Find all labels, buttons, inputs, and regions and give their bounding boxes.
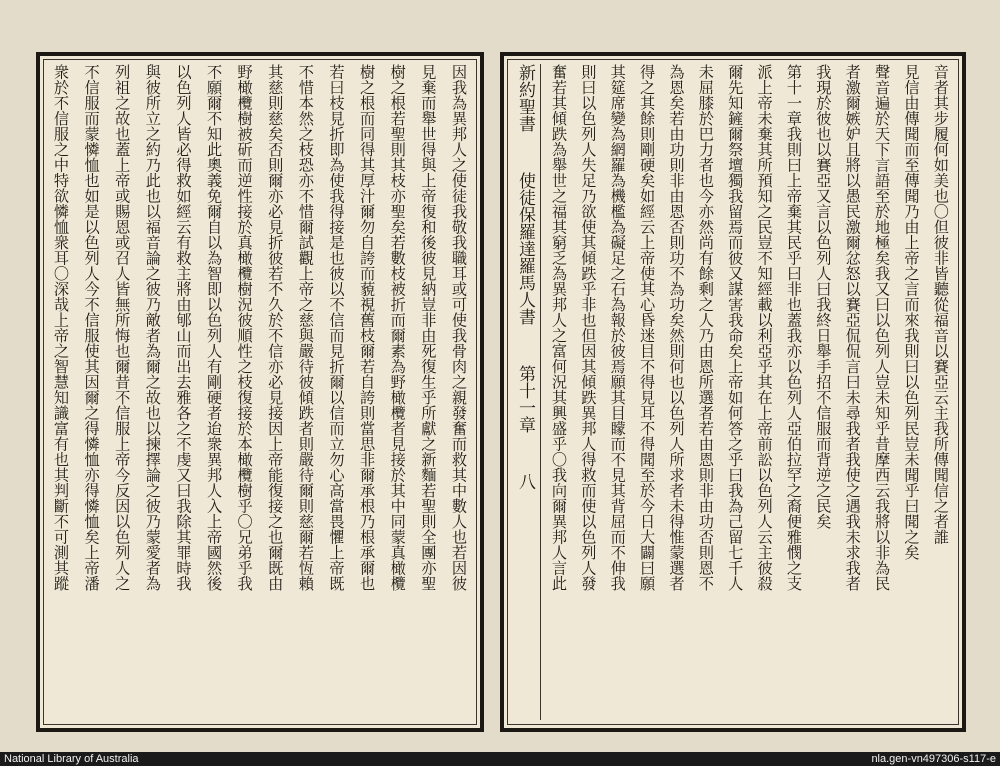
- text-column: 見信由傳聞而至傳聞乃由上帝之言而來我則曰以色列民豈未聞乎曰聞之矣: [902, 64, 921, 560]
- library-footer: [0, 752, 1000, 766]
- text-column: 派上帝未棄其所預知之民豈不知經載以利亞乎其在上帝前訟以色列人云主彼殺: [755, 64, 774, 591]
- running-header: [510, 64, 541, 720]
- text-column: 列祖之故也蓋上帝或賜恩或召人皆無所悔也爾昔不信服上帝今反因以色列人之: [113, 64, 132, 591]
- text-column: 得之其餘則剛硬矣如經云上帝使其心昏迷目不得見耳不得聞至於今日大闢曰願: [638, 64, 657, 591]
- text-column: 其筵席變為網羅為機檻為礙足之石為報於彼焉願其目矇而不見其背屈而不伸我: [608, 64, 627, 591]
- text-column: 我現於彼也以賽亞又言以色列人曰我終日舉手招不信服而背逆之民矣: [814, 64, 833, 529]
- text-column: 樹之根而同得其厚汁爾勿自誇而藐視舊枝爾若自誇則當思非爾承根乃根承爾也: [358, 64, 377, 591]
- page-number: 八: [515, 473, 535, 490]
- footer-source: National Library of Australia: [4, 753, 139, 765]
- text-column: 聲音遍於天下言語至於地極矣我又曰以色列人豈未知乎昔摩西云我將以非為民: [873, 64, 892, 591]
- text-column: 野橄欖樹被斫而逆性接於真橄欖樹況彼順性之枝復接於本橄欖樹乎〇兄弟乎我: [235, 64, 254, 591]
- text-column: 因我為異邦人之使徒我敬我職耳或可使我骨肉之親發奮而救其中數人也若因彼: [449, 64, 468, 591]
- text-column: 其慈則慈矣否則爾亦必見折彼若不久於不信亦必見接因上帝能復接之也爾既由: [266, 64, 285, 591]
- text-column: 不願爾不知此奧義免爾自以為智即以色列人有剛硬者迨衆異邦人入上帝國然後: [205, 64, 224, 591]
- text-column: 第十一章我則曰上帝棄其民乎曰非也蓋我亦以色列人亞伯拉罕之裔便雅憫之支: [785, 64, 803, 591]
- left-page-text: [50, 64, 470, 720]
- text-column: 則曰以色列人失足乃欲使其傾跌乎非也但因其傾跌異邦人得救而使以色列人發: [579, 64, 598, 591]
- text-column: 見棄而舉世得與上帝復和後彼見納豈非由死復生乎所獻之新麵若聖則全團亦聖: [419, 64, 438, 591]
- right-page: [500, 52, 966, 732]
- book-title: 新約聖書: [515, 64, 535, 132]
- footer-identifier: nla.gen-vn497306-s117-e: [871, 753, 996, 765]
- right-page-text: [548, 64, 952, 720]
- text-column: 以色列人皆必得救如經云有救主將由郇山而出去雅各之不虔又曰我除其罪時我: [174, 64, 193, 591]
- left-page: [36, 52, 484, 732]
- text-column: 未屈膝於巴力者也今亦然尚有餘剩之人乃由恩所選者若由恩則非由功否則恩不: [696, 64, 715, 591]
- text-column: 衆於不信服之中特欲憐恤衆耳〇深哉上帝之智慧知識富有也其判斷不可測其蹤: [52, 64, 70, 591]
- text-column: 不惜本然之枝恐亦不惜爾試觀上帝之慈與嚴待彼傾跌者則嚴待爾則慈爾若恆賴: [296, 64, 315, 591]
- section-title: 使徒保羅達羅馬人書: [515, 172, 535, 325]
- text-column: 奮若其傾跌為舉世之福其窮乏為異邦人之富何況其興盛乎〇我向爾異邦人言此: [550, 64, 568, 591]
- text-column: 為恩矣若由功則非由恩否則功不為功矣然則何也以色列人所求者未得惟蒙選者: [667, 64, 686, 591]
- text-column: 爾先知鏟爾祭壇獨我留焉而彼又謀害我命矣上帝如何答之乎曰我為己留七千人: [726, 64, 745, 591]
- text-column: 與彼所立之約乃此也以福音論之彼乃敵者為爾之故也以揀擇論之彼乃蒙愛者為: [143, 64, 162, 591]
- text-column: 若曰枝見折即為使我得接是也彼以不信而見折爾以信而立勿心高當畏懼上帝既: [327, 64, 346, 591]
- chapter-label: 第十一章: [515, 365, 535, 433]
- text-column: 音者其步履何如美也〇但彼非皆聽從福音以賽亞云主我所傳聞信之者誰: [931, 64, 950, 545]
- text-column: 樹之根若聖則其枝亦聖矣若數枝被折而爾素為野橄欖者見接於其中同蒙真橄欖: [388, 64, 407, 591]
- text-column: 不信服而蒙憐恤也如是以色列人今不信服使其因爾之得憐恤亦得憐恤矣上帝潘: [82, 64, 101, 591]
- text-column: 者激爾嫉妒且將以愚民激爾忿怒以賽亞侃侃言曰未尋我者我使之遇我未求我者: [843, 64, 862, 591]
